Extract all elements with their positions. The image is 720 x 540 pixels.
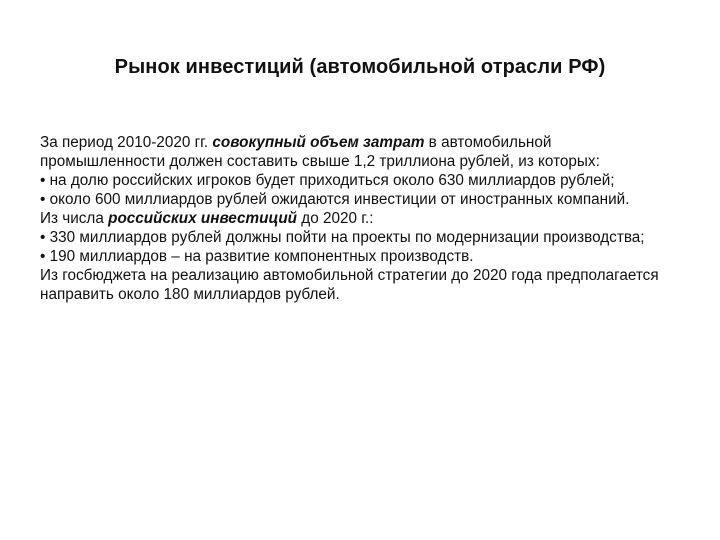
bullet-icon: • [40,248,46,265]
bullet-icon: • [40,229,46,246]
bullet-text: 190 миллиардов – на развитие компонентных производств. [45,248,474,265]
bullet-icon: • [40,191,46,208]
slide-title: Рынок инвестиций (автомобильной отрасли РФ) [114,56,606,78]
paragraph-state-budget: Из госбюджета на реализацию автомобильной стратегии до 2020 года предполагается направить около 180 миллиардов рублей. [40,267,659,303]
bullet-item-foreign-investments [40,190,680,209]
paragraph-russian-investments-pre: Из числа [40,210,109,227]
bullet-item-russian-players [40,171,680,190]
bullet-text: на долю российских игроков будет приходиться около 630 миллиардов рублей; [45,172,615,189]
bullet-item-modernization [40,228,680,247]
paragraph-russian-investments [40,209,680,228]
paragraph-intro-post: в автомобильной промышленности должен составить свыше 1,2 триллиона рублей, из которых: [40,134,600,170]
paragraph-intro [40,133,680,171]
paragraph-russian-investments-emphasis: российских инвестиций [108,210,298,227]
paragraph-russian-investments-post: до 2020 г.: [297,210,374,227]
bullet-text: около 600 миллиардов рублей ожидаются инвестиции от иностранных компаний. [45,191,630,208]
bullet-icon: • [40,172,46,189]
paragraph-intro-emphasis: совокупный объем затрат [212,134,425,151]
bullet-text: 330 миллиардов рублей должны пойти на проекты по модернизации производства; [45,229,645,246]
slide-body [40,133,680,304]
bullet-item-components [40,247,680,266]
paragraph-intro-pre: За период 2010-2020 гг. [40,134,213,151]
